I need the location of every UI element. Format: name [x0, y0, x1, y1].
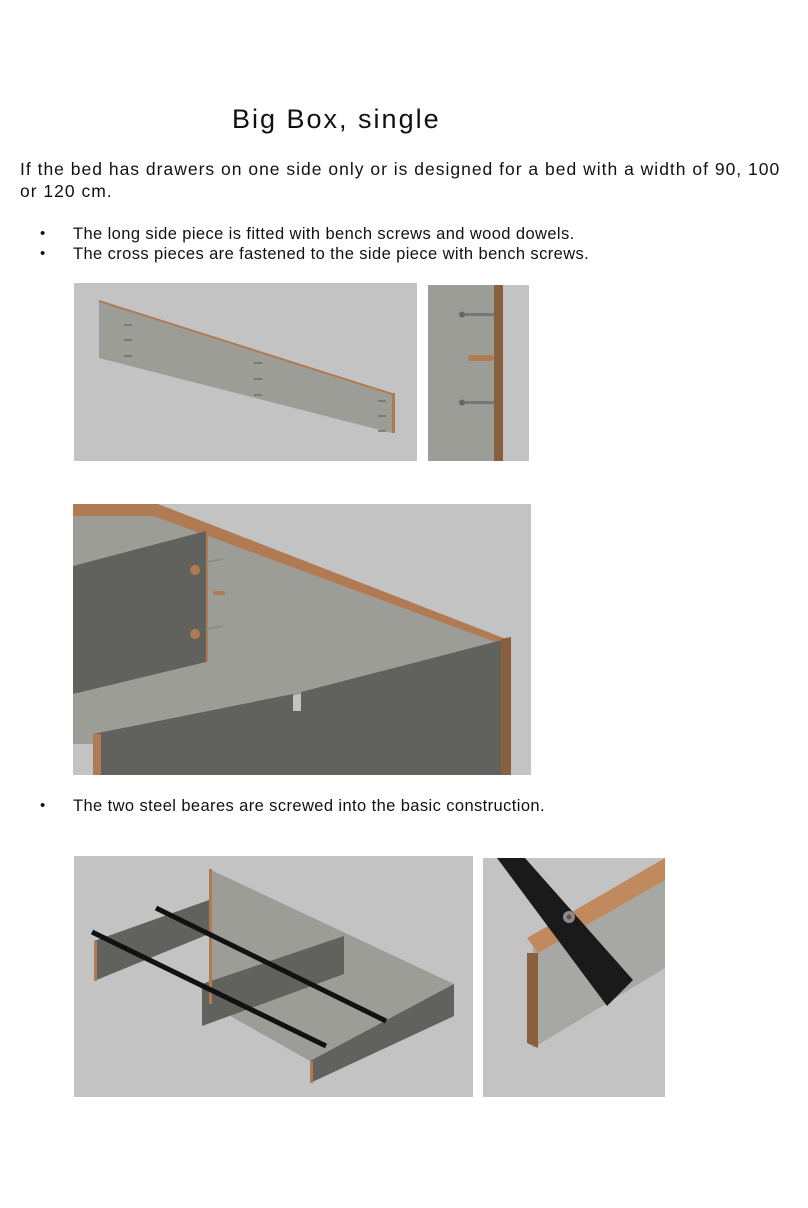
intro-paragraph: If the bed has drawers on one side only or is designed for a bed with a width of 90, 100 or 120 cm. — [20, 159, 781, 201]
box-frame-with-steel-bearers-icon — [74, 856, 473, 1097]
page-title: Big Box, single — [232, 104, 441, 134]
cross-piece-assembly-figure — [73, 504, 531, 775]
bullet-list-fittings — [40, 224, 589, 264]
side-piece-overview-figure — [74, 283, 417, 461]
steel-bearers-overview-figure — [74, 856, 473, 1097]
bullet-item: • The long side piece is fitted with bench screws and wood dowels. — [40, 224, 589, 244]
steel-bearer-detail-figure — [483, 858, 665, 1097]
steel-bearer-screw-detail-icon — [483, 858, 665, 1097]
panel-joint-assembly-icon — [73, 504, 531, 775]
bullet-list-steel — [40, 796, 545, 816]
bullet-item: • The cross pieces are fastened to the side piece with bench screws. — [40, 244, 589, 264]
panel-edge-screws-dowel-icon — [428, 285, 529, 461]
side-piece-edge-detail-figure — [428, 285, 529, 461]
side-panel-with-fittings-icon — [74, 283, 417, 461]
bullet-item: • The two steel beares are screwed into the basic construction. — [40, 796, 545, 816]
